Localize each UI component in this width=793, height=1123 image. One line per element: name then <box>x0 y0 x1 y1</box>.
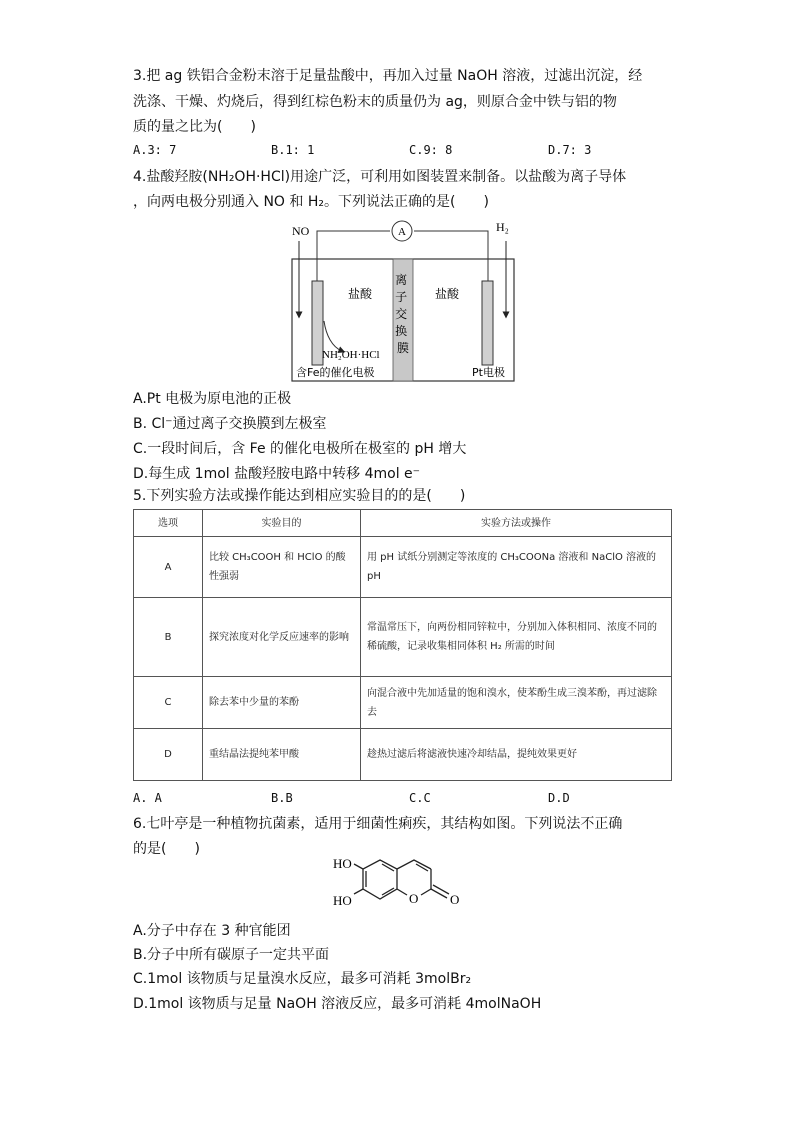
q5-option-b: B.B <box>271 791 293 805</box>
right-electrode-label: Pt电极 <box>472 366 505 379</box>
q6-option-d: D.1mol 该物质与足量 NaOH 溶液反应，最多可消耗 4molNaOH <box>133 996 542 1012</box>
q4-option-b: B. Cl⁻通过离子交换膜到左极室 <box>133 416 327 432</box>
experiment-table <box>133 509 672 781</box>
q4-option-d: D.每生成 1mol 盐酸羟胺电路中转移 4mol e⁻ <box>133 466 421 482</box>
membrane-char: 交 <box>395 307 408 321</box>
membrane-char: 子 <box>395 290 408 304</box>
esculetin-structure <box>330 852 475 922</box>
table-cell-option: B <box>134 598 203 677</box>
q4-stem-line1: 4.盐酸羟胺(NH₂OH·HCl)用途广泛，可利用如图装置来制备。以盐酸为离子导体 <box>133 169 627 185</box>
q3-option-c: C.9: 8 <box>409 143 453 157</box>
table-cell-method: 常温常压下，向两份相同锌粒中，分别加入体积相同、浓度不同的稀硫酸，记录收集相同体积 H₂ 所需的时间 <box>361 598 672 677</box>
table-cell-goal: 探究浓度对化学反应速率的影响 <box>203 598 361 677</box>
product-label: NH₂OH·HCl <box>322 349 380 361</box>
table-cell-option: C <box>134 677 203 729</box>
table-cell-goal: 除去苯中少量的苯酚 <box>203 677 361 729</box>
table-header: 选项 <box>134 510 203 537</box>
ho-top-label: HO <box>333 856 352 871</box>
membrane-char: 离 <box>395 273 408 287</box>
table-cell-method: 向混合液中先加适量的饱和溴水，使苯酚生成三溴苯酚，再过滤除去 <box>361 677 672 729</box>
left-solution-label: 盐酸 <box>348 287 373 301</box>
q6-option-a: A.分子中存在 3 种官能团 <box>133 923 291 939</box>
q4-option-c: C.一段时间后，含 Fe 的催化电极所在极室的 pH 增大 <box>133 441 467 457</box>
q3-option-d: D.7: 3 <box>548 143 592 157</box>
q3-stem-line1: 3.把 ag 铁铝合金粉末溶于足量盐酸中，再加入过量 NaOH 溶液，过滤出沉淀，经 <box>133 68 643 84</box>
carbonyl-oxygen-label: O <box>450 892 460 907</box>
table-header: 实验目的 <box>203 510 361 537</box>
table-header: 实验方法或操作 <box>361 510 672 537</box>
table-row <box>134 598 672 677</box>
ring-oxygen-label: O <box>409 891 419 906</box>
table-cell-goal: 重结晶法提纯苯甲酸 <box>203 729 361 781</box>
ammeter-label: A <box>398 226 406 238</box>
q5-option-d: D.D <box>548 791 570 805</box>
q5-stem: 5.下列实验方法或操作能达到相应实验目的的是( ) <box>133 488 466 504</box>
table-header-row <box>134 510 672 537</box>
table-row <box>134 729 672 781</box>
product-arrow <box>324 321 342 351</box>
q3-option-a: A.3: 7 <box>133 143 177 157</box>
q3-option-b: B.1: 1 <box>271 143 315 157</box>
q6-option-b: B.分子中所有碳原子一定共平面 <box>133 947 330 963</box>
q3-stem-line2: 洗涤、干燥、灼烧后，得到红棕色粉末的质量仍为 ag，则原合金中铁与铝的物 <box>133 94 617 110</box>
h2-label: H₂ <box>496 220 509 234</box>
membrane-char: 换 <box>395 324 408 338</box>
ho-bottom-label: HO <box>333 893 352 908</box>
q4-stem-line2: ，向两电极分别通入 NO 和 H₂。下列说法正确的是( ) <box>133 194 489 210</box>
q4-option-a: A.Pt 电极为原电池的正极 <box>133 391 292 407</box>
table-row <box>134 677 672 729</box>
q6-option-c: C.1mol 该物质与足量溴水反应，最多可消耗 3molBr₂ <box>133 971 472 987</box>
electrolysis-cell-diagram <box>286 217 520 383</box>
q6-stem-line2: 的是( ) <box>133 841 200 857</box>
table-cell-goal: 比较 CH₃COOH 和 HClO 的酸性强弱 <box>203 537 361 598</box>
table-cell-option: A <box>134 537 203 598</box>
right-electrode <box>482 281 493 365</box>
left-electrode-label: 含Fe的催化电极 <box>296 366 375 379</box>
table-cell-option: D <box>134 729 203 781</box>
membrane-char: 膜 <box>396 341 410 355</box>
table-row <box>134 537 672 598</box>
q5-option-c: C.C <box>409 791 431 805</box>
table-cell-method: 趁热过滤后将滤液快速冷却结晶，提纯效果更好 <box>361 729 672 781</box>
no-label: NO <box>292 224 310 238</box>
q3-stem-line3: 质的量之比为( ) <box>133 119 256 135</box>
table-cell-method: 用 pH 试纸分别测定等浓度的 CH₃COONa 溶液和 NaClO 溶液的 pH <box>361 537 672 598</box>
q5-option-a: A. A <box>133 791 162 805</box>
q6-stem-line1: 6.七叶亭是一种植物抗菌素，适用于细菌性痢疾，其结构如图。下列说法不正确 <box>133 816 623 832</box>
right-solution-label: 盐酸 <box>435 287 460 301</box>
membrane-label <box>395 273 411 355</box>
